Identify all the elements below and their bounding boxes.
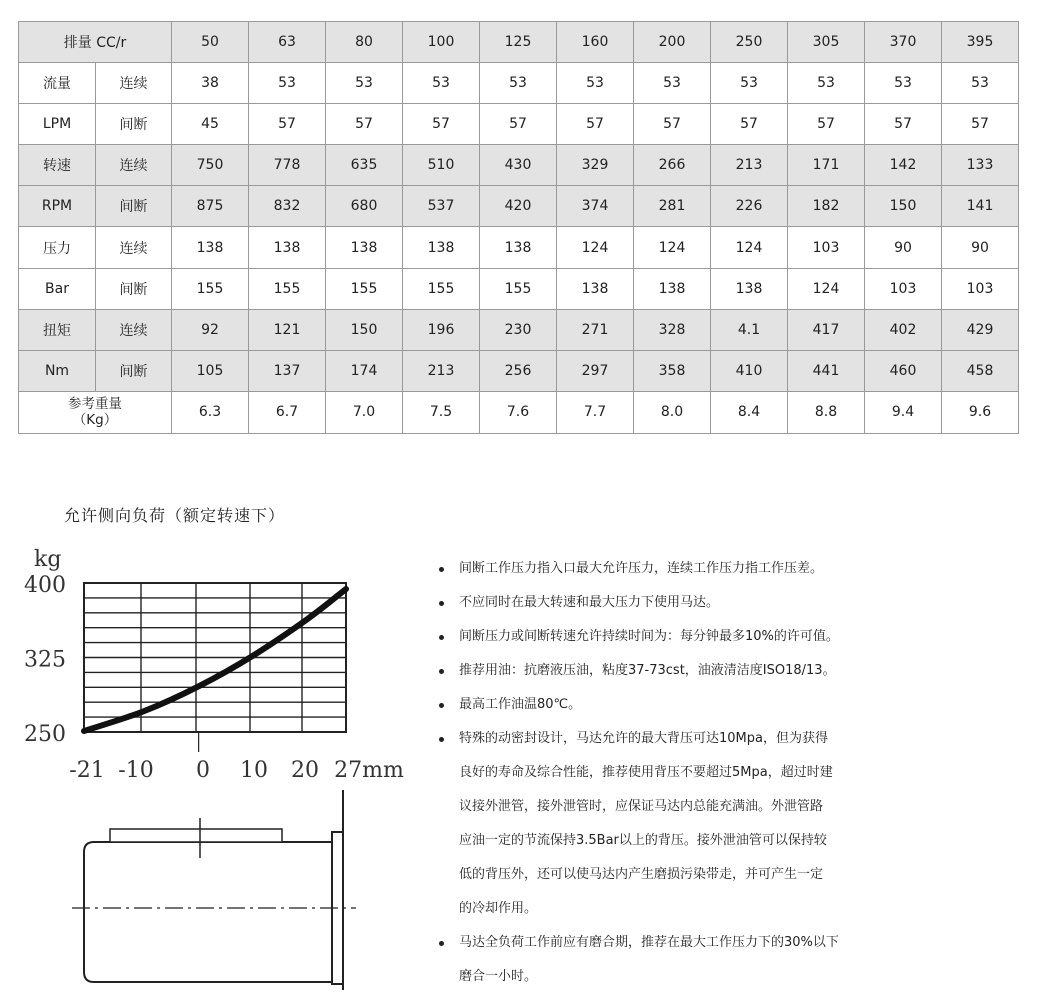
note-line: 低的背压外，还可以使马达内产生磨损污染带走，并可产生一定 xyxy=(459,867,824,882)
displacement-cell: 160 xyxy=(557,22,634,63)
weight-cell: 8.4 xyxy=(711,391,788,433)
motor-shaft-body xyxy=(84,842,332,982)
spec-value-cell: 155 xyxy=(480,268,557,309)
row-group-label: 扭矩 xyxy=(19,309,96,350)
row-group-label: LPM xyxy=(19,104,96,145)
note-line: 不应同时在最大转速和最大压力下使用马达。 xyxy=(459,595,720,610)
spec-row xyxy=(19,268,1019,309)
spec-value-cell: 171 xyxy=(788,145,865,186)
displacement-cell: 305 xyxy=(788,22,865,63)
spec-value-cell: 53 xyxy=(326,63,403,104)
spec-value-cell: 329 xyxy=(557,145,634,186)
row-group-label: 流量 xyxy=(19,63,96,104)
displacement-cell: 80 xyxy=(326,22,403,63)
spec-value-cell: 174 xyxy=(326,350,403,391)
spec-value-cell: 53 xyxy=(557,63,634,104)
weight-cell: 9.6 xyxy=(942,391,1019,433)
spec-value-cell: 92 xyxy=(172,309,249,350)
motor-shaft-drawing xyxy=(72,790,356,990)
spec-value-cell: 57 xyxy=(480,104,557,145)
spec-row xyxy=(19,227,1019,268)
displacement-row xyxy=(19,22,1019,63)
y-axis-unit-label: kg xyxy=(34,547,62,572)
weight-cell: 8.0 xyxy=(634,391,711,433)
spec-value-cell: 458 xyxy=(942,350,1019,391)
spec-table xyxy=(18,21,1019,434)
row-mode-label: 间断 xyxy=(96,268,172,309)
row-group-label: 压力 xyxy=(19,227,96,268)
usage-notes xyxy=(437,552,917,994)
weight-label xyxy=(19,391,172,433)
spec-value-cell: 124 xyxy=(557,227,634,268)
x-tick-label: 0 xyxy=(196,758,210,783)
spec-value-cell: 441 xyxy=(788,350,865,391)
x-tick-label: 27mm xyxy=(334,758,404,783)
note-line: 间断工作压力指入口最大允许压力，连续工作压力指工作压差。 xyxy=(459,561,824,576)
row-group-label: Nm xyxy=(19,350,96,391)
spec-value-cell: 155 xyxy=(326,268,403,309)
spec-value-cell: 256 xyxy=(480,350,557,391)
note-line: 良好的寿命及综合性能，推荐使用背压不要超过5Mpa，超过时建 xyxy=(459,765,833,780)
spec-value-cell: 57 xyxy=(865,104,942,145)
bullet-icon xyxy=(439,941,444,946)
note-item xyxy=(437,654,917,688)
displacement-header-label: 排量 CC/r xyxy=(19,22,172,63)
row-mode-label: 连续 xyxy=(96,227,172,268)
spec-value-cell: 138 xyxy=(634,268,711,309)
weight-cell: 6.7 xyxy=(249,391,326,433)
spec-row xyxy=(19,63,1019,104)
shaft-key xyxy=(110,829,282,842)
note-item xyxy=(437,552,917,586)
displacement-cell: 50 xyxy=(172,22,249,63)
x-tick-label: 10 xyxy=(240,758,268,783)
spec-value-cell: 53 xyxy=(480,63,557,104)
spec-value-cell: 57 xyxy=(326,104,403,145)
spec-value-cell: 124 xyxy=(634,227,711,268)
note-item xyxy=(437,586,917,620)
bullet-icon xyxy=(439,703,444,708)
spec-value-cell: 57 xyxy=(788,104,865,145)
spec-value-cell: 778 xyxy=(249,145,326,186)
spec-row xyxy=(19,309,1019,350)
spec-table-body xyxy=(19,22,1019,63)
spec-value-cell: 150 xyxy=(865,186,942,227)
spec-value-cell: 124 xyxy=(711,227,788,268)
weight-cell: 8.8 xyxy=(788,391,865,433)
row-group-label: Bar xyxy=(19,268,96,309)
spec-value-cell: 430 xyxy=(480,145,557,186)
row-mode-label: 间断 xyxy=(96,104,172,145)
y-tick-label: 250 xyxy=(24,722,66,747)
spec-value-cell: 138 xyxy=(480,227,557,268)
row-group-label: 转速 xyxy=(19,145,96,186)
spec-value-cell: 103 xyxy=(942,268,1019,309)
note-item xyxy=(437,688,917,722)
note-item xyxy=(437,620,917,654)
row-mode-label: 连续 xyxy=(96,309,172,350)
spec-row xyxy=(19,104,1019,145)
spec-value-cell: 38 xyxy=(172,63,249,104)
spec-value-cell: 429 xyxy=(942,309,1019,350)
spec-value-cell: 90 xyxy=(865,227,942,268)
spec-value-cell: 182 xyxy=(788,186,865,227)
row-mode-label: 连续 xyxy=(96,63,172,104)
bullet-icon xyxy=(439,567,444,572)
displacement-cell: 200 xyxy=(634,22,711,63)
note-line: 应油一定的节流保持3.5Bar以上的背压。接外泄油管可以保持较 xyxy=(459,833,827,848)
spec-value-cell: 141 xyxy=(942,186,1019,227)
weight-label-line2: （Kg） xyxy=(72,412,118,429)
displacement-cell: 63 xyxy=(249,22,326,63)
spec-row xyxy=(19,186,1019,227)
spec-value-cell: 832 xyxy=(249,186,326,227)
note-line: 的冷却作用。 xyxy=(459,901,538,916)
row-mode-label: 间断 xyxy=(96,350,172,391)
spec-value-cell: 374 xyxy=(557,186,634,227)
note-item xyxy=(437,722,917,926)
row-mode-label: 连续 xyxy=(96,145,172,186)
load-curve-line xyxy=(84,589,346,731)
spec-value-cell: 297 xyxy=(557,350,634,391)
spec-value-cell: 281 xyxy=(634,186,711,227)
spec-value-cell: 328 xyxy=(634,309,711,350)
spec-value-cell: 133 xyxy=(942,145,1019,186)
note-line: 磨合一小时。 xyxy=(459,969,538,984)
x-tick-label: -21 xyxy=(69,758,105,783)
spec-value-cell: 358 xyxy=(634,350,711,391)
spec-value-cell: 138 xyxy=(557,268,634,309)
spec-value-cell: 150 xyxy=(326,309,403,350)
spec-value-cell: 90 xyxy=(942,227,1019,268)
spec-value-cell: 750 xyxy=(172,145,249,186)
spec-value-cell: 155 xyxy=(403,268,480,309)
spec-value-cell: 53 xyxy=(865,63,942,104)
spec-value-cell: 266 xyxy=(634,145,711,186)
displacement-cell: 370 xyxy=(865,22,942,63)
spec-value-cell: 124 xyxy=(788,268,865,309)
spec-row xyxy=(19,145,1019,186)
spec-value-cell: 138 xyxy=(172,227,249,268)
spec-value-cell: 57 xyxy=(634,104,711,145)
spec-value-cell: 57 xyxy=(557,104,634,145)
spec-value-cell: 137 xyxy=(249,350,326,391)
chart-title: 允许侧向负荷（额定转速下） xyxy=(64,506,286,525)
chart-grid xyxy=(84,583,346,752)
weight-cell: 9.4 xyxy=(865,391,942,433)
spec-value-cell: 4.1 xyxy=(711,309,788,350)
spec-value-cell: 417 xyxy=(788,309,865,350)
spec-value-cell: 53 xyxy=(634,63,711,104)
x-tick-label: 20 xyxy=(291,758,319,783)
spec-value-cell: 155 xyxy=(249,268,326,309)
note-line: 特殊的动密封设计，马达允许的最大背压可达10Mpa，但为获得 xyxy=(459,731,828,746)
spec-value-cell: 155 xyxy=(172,268,249,309)
spec-value-cell: 57 xyxy=(403,104,480,145)
spec-value-cell: 460 xyxy=(865,350,942,391)
bullet-icon xyxy=(439,601,444,606)
spec-row xyxy=(19,350,1019,391)
spec-value-cell: 196 xyxy=(403,309,480,350)
spec-value-cell: 138 xyxy=(249,227,326,268)
spec-value-cell: 142 xyxy=(865,145,942,186)
spec-value-cell: 53 xyxy=(788,63,865,104)
spec-value-cell: 271 xyxy=(557,309,634,350)
spec-value-cell: 57 xyxy=(711,104,788,145)
bullet-icon xyxy=(439,635,444,640)
note-line: 马达全负荷工作前应有磨合期，推荐在最大工作压力下的30%以下 xyxy=(459,935,839,950)
spec-value-cell: 537 xyxy=(403,186,480,227)
spec-value-cell: 510 xyxy=(403,145,480,186)
weight-cell: 7.6 xyxy=(480,391,557,433)
spec-value-cell: 121 xyxy=(249,309,326,350)
weight-cell: 7.7 xyxy=(557,391,634,433)
spec-value-cell: 103 xyxy=(788,227,865,268)
spec-value-cell: 57 xyxy=(942,104,1019,145)
weight-section xyxy=(19,391,1019,433)
spec-value-cell: 875 xyxy=(172,186,249,227)
weight-cell: 7.0 xyxy=(326,391,403,433)
spec-value-cell: 53 xyxy=(711,63,788,104)
spec-value-cell: 138 xyxy=(326,227,403,268)
side-load-chart xyxy=(0,540,430,998)
weight-label-line1: 参考重量 xyxy=(68,396,122,413)
spec-value-cell: 53 xyxy=(942,63,1019,104)
displacement-cell: 250 xyxy=(711,22,788,63)
spec-value-cell: 635 xyxy=(326,145,403,186)
spec-value-cell: 410 xyxy=(711,350,788,391)
spec-value-cell: 420 xyxy=(480,186,557,227)
spec-data-rows xyxy=(19,63,1019,392)
displacement-cell: 395 xyxy=(942,22,1019,63)
weight-row xyxy=(19,391,1019,433)
note-line: 间断压力或间断转速允许持续时间为：每分钟最多10%的许可值。 xyxy=(459,629,839,644)
note-line: 议接外泄管，接外泄管时，应保证马达内总能充满油。外泄管路 xyxy=(459,799,824,814)
bullet-icon xyxy=(439,737,444,742)
weight-cell: 7.5 xyxy=(403,391,480,433)
displacement-cell: 125 xyxy=(480,22,557,63)
spec-value-cell: 53 xyxy=(403,63,480,104)
displacement-cell: 100 xyxy=(403,22,480,63)
note-line: 最高工作油温80℃。 xyxy=(459,697,582,712)
x-tick-label: -10 xyxy=(118,758,154,783)
weight-cell: 6.3 xyxy=(172,391,249,433)
spec-value-cell: 45 xyxy=(172,104,249,145)
y-tick-label: 325 xyxy=(24,647,66,673)
spec-value-cell: 680 xyxy=(326,186,403,227)
y-tick-label: 400 xyxy=(24,573,66,598)
bullet-icon xyxy=(439,669,444,674)
spec-value-cell: 103 xyxy=(865,268,942,309)
spec-value-cell: 138 xyxy=(403,227,480,268)
spec-value-cell: 213 xyxy=(403,350,480,391)
spec-value-cell: 402 xyxy=(865,309,942,350)
spec-value-cell: 138 xyxy=(711,268,788,309)
row-mode-label: 间断 xyxy=(96,186,172,227)
note-line: 推荐用油：抗磨液压油，粘度37-73cst，油液清洁度ISO18/13。 xyxy=(459,663,836,678)
spec-value-cell: 53 xyxy=(249,63,326,104)
spec-value-cell: 57 xyxy=(249,104,326,145)
chart-curve-layer xyxy=(84,589,346,731)
spec-value-cell: 230 xyxy=(480,309,557,350)
spec-value-cell: 226 xyxy=(711,186,788,227)
spec-value-cell: 213 xyxy=(711,145,788,186)
note-item xyxy=(437,926,917,994)
spec-value-cell: 105 xyxy=(172,350,249,391)
row-group-label: RPM xyxy=(19,186,96,227)
